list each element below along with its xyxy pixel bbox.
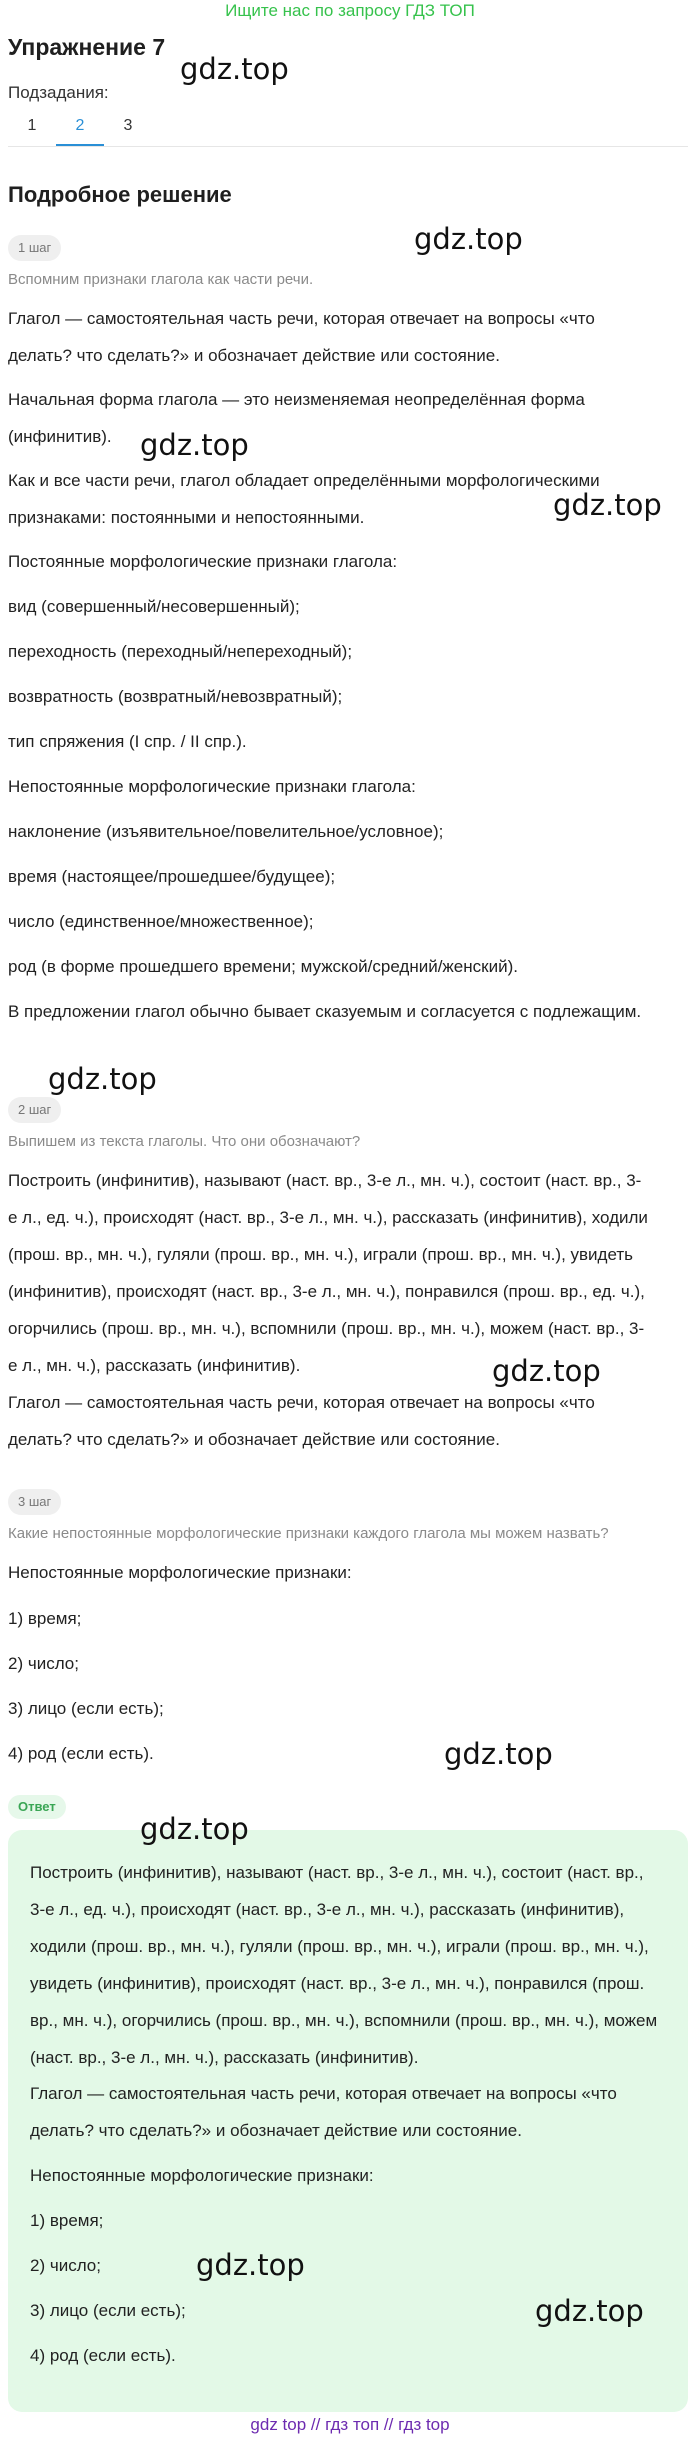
tab-subtask-3[interactable]: 3 xyxy=(123,117,133,134)
step-paragraph: Непостоянные морфологические признаки глагола: xyxy=(8,777,416,796)
step-paragraph: 2) число; xyxy=(8,1654,79,1673)
answer-paragraph: 4) род (если есть). xyxy=(30,2346,176,2365)
answer-paragraph: Непостоянные морфологические признаки: xyxy=(30,2166,374,2185)
answer-paragraph: 3) лицо (если есть); xyxy=(30,2301,186,2320)
step-paragraph: Непостоянные морфологические признаки: xyxy=(8,1563,352,1582)
step-hint: Вспомним признаки глагола как части речи. xyxy=(8,271,314,288)
step-paragraph: Построить (инфинитив), называют (наст. вр., 3-е л., мн. ч.), состоит (наст. вр., 3-е л., ед. ч.), происходят (наст. вр., 3-е л., мн. ч.), рассказать (инфинитив), ходили (прош. вр., мн. ч.), гуляли (прош. вр., мн. ч.), играли (прош. вр., мн. ч.), увидеть (инфинитив), происходят (наст. вр., 3-е л., мн. ч.), понравился (прош. вр., ед. ч.), огорчились (прош. вр., мн. ч.), вспомнили (прош. вр., мн. ч.), можем (наст. вр., 3-е л., мн. ч.), рассказать (инфинитив). xyxy=(8,1171,648,1375)
watermark: gdz.top xyxy=(444,1737,553,1771)
answer-paragraph: 2) число; xyxy=(30,2256,101,2275)
divider xyxy=(8,146,688,147)
watermark: gdz.top xyxy=(492,1354,601,1388)
step-paragraph: Глагол — самостоятельная часть речи, которая отвечает на вопросы «что делать? что сделать?» и обозначает действие или состояние. xyxy=(8,309,595,365)
step-paragraph: Постоянные морфологические признаки глагола: xyxy=(8,552,398,571)
step-paragraph: вид (совершенный/несовершенный); xyxy=(8,597,300,616)
watermark: gdz.top xyxy=(180,52,289,86)
search-banner: Ищите нас по запросу ГДЗ ТОП xyxy=(225,1,475,20)
tab-subtask-2[interactable]: 2 xyxy=(56,108,104,146)
step-hint: Какие непостоянные морфологические признаки каждого глагола мы можем назвать? xyxy=(8,1525,609,1542)
answer-paragraph: Глагол — самостоятельная часть речи, которая отвечает на вопросы «что делать? что сделать?» и обозначает действие или состояние. xyxy=(30,2084,617,2140)
step-paragraph: Глагол — самостоятельная часть речи, которая отвечает на вопросы «что делать? что сделать?» и обозначает действие или состояние. xyxy=(8,1393,595,1449)
step-hint: Выпишем из текста глаголы. Что они обозначают? xyxy=(8,1133,361,1150)
section-title: Подробное решение xyxy=(8,182,232,207)
step-paragraph: В предложении глагол обычно бывает сказуемым и согласуется с подлежащим. xyxy=(8,1002,642,1021)
watermark: gdz.top xyxy=(553,488,662,522)
subtasks-label: Подзадания: xyxy=(8,83,109,102)
tab-subtask-1[interactable]: 1 xyxy=(27,117,37,134)
step-paragraph: возвратность (возвратный/невозвратный); xyxy=(8,687,343,706)
answer-badge: Ответ xyxy=(8,1795,66,1819)
watermark: gdz.top xyxy=(140,428,249,462)
step-badge: 2 шаг xyxy=(8,1097,61,1123)
page-title: Упражнение 7 xyxy=(8,34,166,60)
footer-links[interactable]: gdz top // гдз топ // гдз top xyxy=(250,2415,450,2434)
answer-box xyxy=(8,1812,688,2412)
step-paragraph: 3) лицо (если есть); xyxy=(8,1699,164,1718)
step-badge: 3 шаг xyxy=(8,1489,61,1515)
watermark: gdz.top xyxy=(48,1062,157,1096)
answer-paragraph: 1) время; xyxy=(30,2211,104,2230)
watermark: gdz.top xyxy=(196,2248,305,2282)
step-badge: 1 шаг xyxy=(8,235,61,261)
step-paragraph: 1) время; xyxy=(8,1609,82,1628)
step-paragraph: тип спряжения (I спр. / II спр.). xyxy=(8,732,247,751)
subtask-tabs xyxy=(8,108,152,146)
step-paragraph: число (единственное/множественное); xyxy=(8,912,314,931)
step-paragraph: переходность (переходный/непереходный); xyxy=(8,642,353,661)
step-paragraph: 4) род (если есть). xyxy=(8,1744,154,1763)
step-paragraph: наклонение (изъявительное/повелительное/условное); xyxy=(8,822,444,841)
answer-paragraph: Построить (инфинитив), называют (наст. вр., 3-е л., мн. ч.), состоит (наст. вр., 3-е л., ед. ч.), происходят (наст. вр., 3-е л., мн. ч.), рассказать (инфинитив), ходили (прош. вр., мн. ч.), гуляли (прош. вр., мн. ч.), играли (прош. вр., мн. ч.), увидеть (инфинитив), происходят (наст. вр., 3-е л., мн. ч.), понравился (прош. вр., мн. ч.), огорчились (прош. вр., мн. ч.), вспомнили (прош. вр., мн. ч.), можем (наст. вр., 3-е л., мн. ч.), рассказать (инфинитив). xyxy=(30,1863,658,2067)
step-paragraph: Начальная форма глагола — это неизменяемая неопределённая форма (инфинитив). xyxy=(8,390,585,446)
step-paragraph: род (в форме прошедшего времени; мужской/средний/женский). xyxy=(8,957,518,976)
watermark: gdz.top xyxy=(414,222,523,256)
watermark: gdz.top xyxy=(140,1812,249,1846)
step-paragraph: Как и все части речи, глагол обладает определёнными морфологическими признаками: постоянными и непостоянными. xyxy=(8,471,600,527)
watermark: gdz.top xyxy=(535,2294,644,2328)
step-paragraph: время (настоящее/прошедшее/будущее); xyxy=(8,867,336,886)
